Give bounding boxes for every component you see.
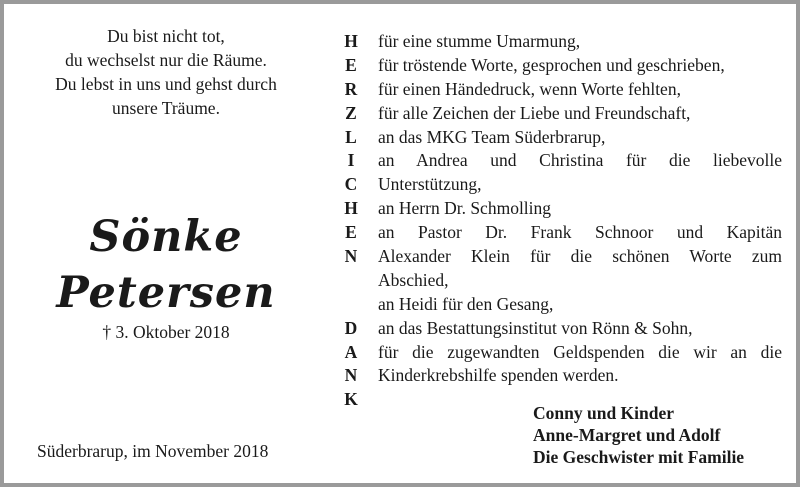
acrostic-letter: E — [345, 222, 357, 243]
deceased-last-name: Petersen — [56, 268, 276, 318]
thanks-line: für einen Händedruck, wenn Worte fehlten, — [378, 78, 681, 99]
signature-line: Die Geschwister mit Familie — [533, 447, 745, 467]
acrostic-letter: N — [344, 246, 358, 267]
thanks-line: an Andrea und Christina für die liebevolle — [378, 150, 782, 171]
signature-line: Conny und Kinder — [533, 403, 675, 423]
place-date: Süderbrarup, im November 2018 — [37, 441, 269, 461]
acrostic-letter: D — [344, 317, 358, 338]
acrostic-letter: E — [345, 54, 357, 75]
thanks-line: an Herrn Dr. Schmolling — [378, 198, 552, 219]
death-date: † 3. Oktober 2018 — [102, 322, 230, 342]
thanks-line: an das Bestattungsinstitut von Rönn & Sohn, — [378, 317, 693, 338]
acrostic-letter: Z — [345, 102, 357, 123]
thanks-line: für die zugewandten Geldspenden die wir an die — [378, 341, 782, 362]
thanks-line: Unterstützung, — [378, 174, 482, 195]
deceased-first-name: Sönke — [89, 212, 243, 262]
acrostic-letter: C — [344, 174, 358, 195]
thanks-line: Alexander Klein für die schönen Worte zum — [378, 246, 782, 267]
acrostic-letter: I — [347, 150, 355, 171]
thanks-line: an Pastor Dr. Frank Schnoor und Kapitän — [378, 222, 782, 243]
acrostic-letter: H — [344, 31, 358, 51]
thanks-line: für alle Zeichen der Liebe und Freundschaft, — [378, 102, 691, 123]
thanks-line: Abschied, — [378, 269, 449, 290]
signatures — [533, 402, 744, 468]
thanks-line: für tröstende Worte, gesprochen und geschrieben, — [378, 54, 725, 75]
thanks-line: für eine stumme Umarmung, — [378, 31, 581, 51]
thanks-line: an das MKG Team Süderbrarup, — [378, 126, 606, 147]
poem-line: Du bist nicht tot, — [107, 26, 225, 46]
poem-line: Du lebst in uns und gehst durch — [55, 74, 277, 94]
acrostic-letter: K — [344, 389, 358, 410]
acrostic-letter — [336, 269, 366, 293]
poem — [20, 24, 312, 120]
acrostic-letter: L — [345, 126, 357, 147]
acrostic-letter — [336, 293, 366, 317]
thanks-line: an Heidi für den Gesang, — [378, 293, 554, 314]
acrostic-letter: N — [344, 365, 358, 386]
thanks-line: Kinderkrebshilfe spenden werden. — [378, 365, 619, 386]
acrostic-letter: R — [344, 78, 358, 99]
poem-line: du wechselst nur die Räume. — [65, 50, 267, 70]
thanks-list — [378, 30, 782, 388]
signature-line: Anne-Margret und Adolf — [533, 425, 721, 445]
acrostic-letter: H — [344, 198, 358, 219]
acrostic-letters — [336, 30, 366, 412]
acrostic-letter: A — [344, 341, 358, 362]
poem-line: unsere Träume. — [112, 98, 220, 118]
